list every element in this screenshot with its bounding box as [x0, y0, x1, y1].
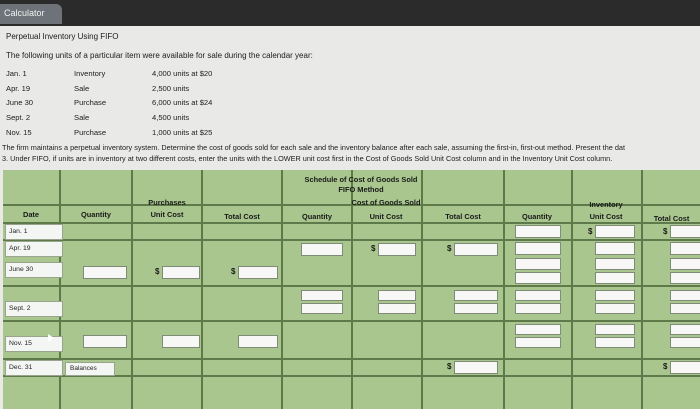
- row-date-label: Sept. 2: [9, 305, 31, 312]
- nov15-inventory-quantity-input[interactable]: [515, 324, 561, 335]
- dollar-sign: $: [588, 227, 593, 236]
- row-date-label: Dec. 31: [9, 364, 33, 371]
- june30-purchase-total-cost-input[interactable]: [238, 266, 278, 279]
- sept2-cogs-total-cost-input-2[interactable]: [454, 303, 498, 314]
- given-type: Purchase: [74, 98, 107, 107]
- cogs-quantity-header: Quantity: [302, 212, 332, 221]
- nov15-inventory-total-cost-input-2[interactable]: [670, 337, 700, 348]
- nov15-inventory-unit-cost-input[interactable]: [595, 324, 635, 335]
- jan1-inventory-total-cost-input[interactable]: [670, 225, 700, 238]
- inventory-quantity-header: Quantity: [522, 212, 552, 221]
- problem-title: Perpetual Inventory Using FIFO: [6, 32, 119, 41]
- table-col-divider: [641, 170, 643, 409]
- instruction-text: 3. Under FIFO, if units are in inventory at two different costs, enter the units with the LOWER unit cost first in the Cost of Goods Sold Unit Cost column and in the Inventory Unit Cost column.: [2, 154, 613, 163]
- purchases-unit-cost-header: Unit Cost: [150, 210, 184, 219]
- given-detail: 2,500 units: [152, 84, 190, 93]
- dec31-inventory-total-input[interactable]: [670, 361, 700, 374]
- given-type: Purchase: [74, 128, 107, 137]
- inventory-header: Inventory: [589, 200, 623, 209]
- row-date-apr-19: [5, 241, 63, 257]
- apr19-inventory-unit-cost-input[interactable]: [595, 242, 635, 255]
- june30-inventory-total-cost-input[interactable]: [670, 258, 700, 270]
- sept2-cogs-unit-cost-input-2[interactable]: [378, 303, 416, 314]
- row-date-june-30: [5, 262, 63, 278]
- june30-inventory-total-cost-input-2[interactable]: [670, 272, 700, 284]
- sept2-inventory-unit-cost-input[interactable]: [595, 290, 635, 301]
- row-date-label: June 30: [9, 266, 34, 273]
- given-detail: 6,000 units at $24: [152, 98, 213, 107]
- dollar-sign: $: [663, 227, 668, 236]
- row-date-jan-1: [5, 224, 63, 240]
- nov15-inventory-unit-cost-input-2[interactable]: [595, 337, 635, 348]
- dollar-sign: $: [447, 362, 452, 371]
- sept2-inventory-total-cost-input[interactable]: [670, 290, 700, 301]
- given-date: Nov. 15: [6, 128, 32, 137]
- given-type: Sale: [74, 113, 90, 122]
- sept2-cogs-quantity-input-2[interactable]: [301, 303, 343, 314]
- purchases-quantity-header: Quantity: [81, 210, 111, 219]
- apr19-inventory-total-cost-input[interactable]: [670, 242, 700, 255]
- june30-inventory-unit-cost-input-2[interactable]: [595, 272, 635, 284]
- june30-inventory-quantity-input-2[interactable]: [515, 272, 561, 284]
- given-detail: 4,000 units at $20: [152, 69, 213, 78]
- dollar-sign: $: [663, 362, 668, 371]
- given-date: Sept. 2: [6, 113, 31, 122]
- table-col-divider: [503, 170, 505, 409]
- given-type: Sale: [74, 84, 90, 93]
- row-date-sept-2: [5, 301, 63, 317]
- row-date-dec-31: [5, 360, 63, 376]
- june30-inventory-quantity-input[interactable]: [515, 258, 561, 270]
- calculator-tab-label: Calculator: [4, 8, 45, 18]
- sept2-inventory-quantity-input-2[interactable]: [515, 303, 561, 314]
- given-detail: 4,500 units: [152, 113, 190, 122]
- nov15-purchase-quantity-input[interactable]: [83, 335, 127, 348]
- jan1-inventory-unit-cost-input[interactable]: [595, 225, 635, 238]
- date-column-header: Date: [22, 210, 40, 219]
- nov15-inventory-quantity-input-2[interactable]: [515, 337, 561, 348]
- june30-purchase-quantity-input[interactable]: [83, 266, 127, 279]
- cogs-unit-cost-header: Unit Cost: [369, 212, 403, 221]
- given-type: Inventory: [74, 69, 106, 78]
- cogs-header: Cost of Goods Sold: [351, 198, 421, 207]
- inventory-total-cost-header: Total Cost: [653, 214, 690, 223]
- apr19-inventory-quantity-input[interactable]: [515, 242, 561, 255]
- june30-inventory-unit-cost-input[interactable]: [595, 258, 635, 270]
- balances-label-cell: [65, 362, 115, 376]
- apr19-cogs-unit-cost-input[interactable]: [378, 243, 416, 256]
- sept2-inventory-quantity-input[interactable]: [515, 290, 561, 301]
- sept2-cogs-unit-cost-input[interactable]: [378, 290, 416, 301]
- purchases-total-cost-header: Total Cost: [224, 212, 260, 221]
- dollar-sign: $: [371, 244, 376, 253]
- june30-purchase-unit-cost-input[interactable]: [162, 266, 200, 279]
- sept2-inventory-unit-cost-input-2[interactable]: [595, 303, 635, 314]
- sept2-cogs-quantity-input[interactable]: [301, 290, 343, 301]
- row-date-nov-15: [5, 336, 63, 352]
- cogs-total-cost-header: Total Cost: [445, 212, 481, 221]
- mouse-cursor-icon: [48, 334, 54, 342]
- schedule-title: Schedule of Cost of Goods Sold: [304, 175, 418, 184]
- purchases-header: Purchases: [148, 198, 186, 207]
- apr19-cogs-quantity-input[interactable]: [301, 243, 343, 256]
- instruction-text: The firm maintains a perpetual inventory system. Determine the cost of goods sold for each sale and the inventory balance after each sale, assuming the first-in, first-out method. Present the dat: [2, 143, 625, 152]
- table-col-divider: [281, 170, 283, 409]
- nov15-purchase-total-cost-input[interactable]: [238, 335, 278, 348]
- nov15-purchase-unit-cost-input[interactable]: [162, 335, 200, 348]
- given-date: Jan. 1: [6, 69, 27, 78]
- problem-intro: The following units of a particular item were available for sale during the calendar year:: [6, 51, 313, 60]
- dec31-cogs-total-input[interactable]: [454, 361, 498, 374]
- apr19-cogs-total-cost-input[interactable]: [454, 243, 498, 256]
- sept2-inventory-total-cost-input-2[interactable]: [670, 303, 700, 314]
- jan1-inventory-quantity-input[interactable]: [515, 225, 561, 238]
- given-date: June 30: [6, 98, 34, 107]
- dollar-sign: $: [231, 267, 236, 276]
- sept2-cogs-total-cost-input[interactable]: [454, 290, 498, 301]
- browser-top-bar: [0, 0, 700, 26]
- inventory-unit-cost-header: Unit Cost: [589, 212, 623, 221]
- nov15-inventory-total-cost-input[interactable]: [670, 324, 700, 335]
- schedule-method: FIFO Method: [338, 185, 384, 194]
- row-date-label: Jan. 1: [9, 228, 28, 235]
- calculator-tab[interactable]: [0, 4, 62, 24]
- dollar-sign: $: [155, 267, 160, 276]
- row-date-label: Apr. 19: [9, 245, 31, 252]
- balances-label: Balances: [70, 365, 97, 372]
- given-detail: 1,000 units at $25: [152, 128, 213, 137]
- fifo-schedule-table: [3, 170, 700, 409]
- row-date-label: Nov. 15: [9, 340, 32, 347]
- dollar-sign: $: [447, 244, 452, 253]
- given-date: Apr. 19: [6, 84, 31, 93]
